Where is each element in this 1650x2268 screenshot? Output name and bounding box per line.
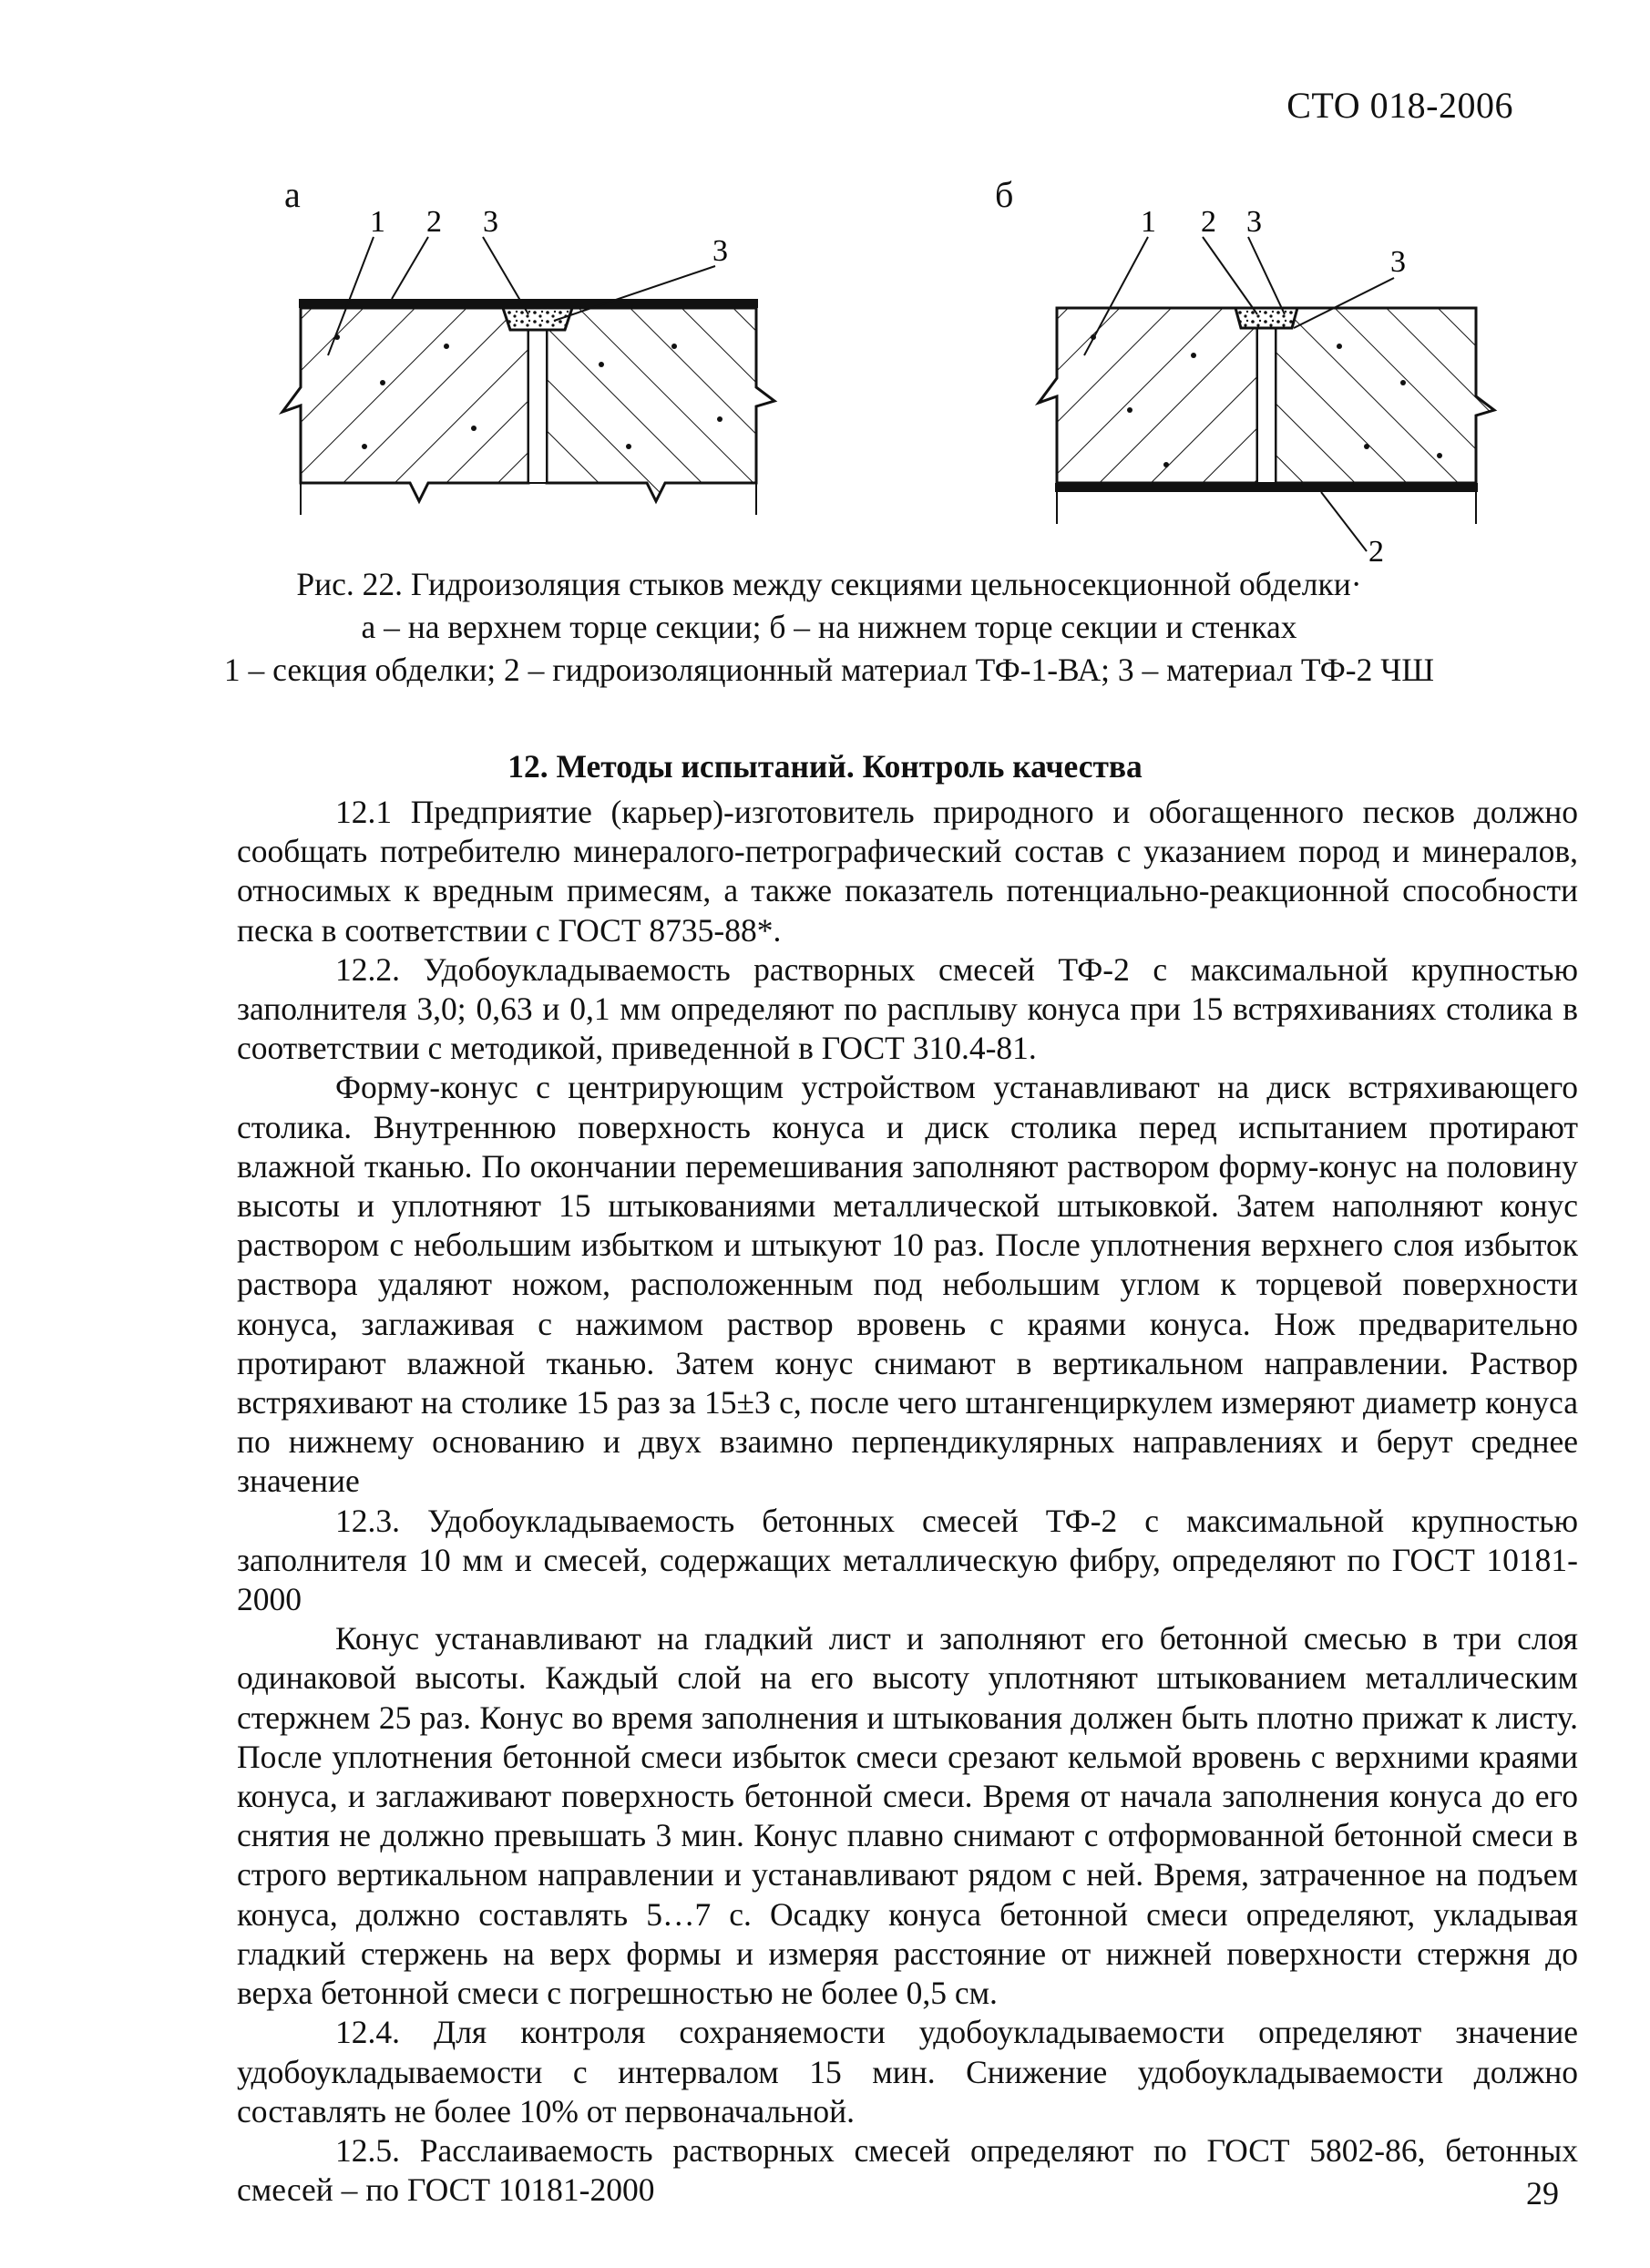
paragraph-12-4: 12.4. Для контроля сохраняемости удобоукладываемости определяют значение удобоукладываемости с интервалом 15 мин. Снижение удобоукладываемости должно составлять не более 10% от первоначальной. — [237, 2014, 1578, 2129]
callout-3: 3 — [1246, 205, 1262, 239]
lining-section-right — [547, 308, 774, 501]
figure-label-a: а — [284, 174, 301, 215]
lining-section-right — [1276, 308, 1494, 483]
callout-2b: 2 — [1368, 535, 1384, 565]
joint-filler — [1235, 308, 1297, 328]
waterproofing-layer — [299, 299, 758, 308]
caption-line-2: а – на верхнем торце секции; б – на нижнем торце секции и стенках — [361, 609, 1297, 645]
paragraph-12-1: 12.1 Предприятие (карьер)-изготовитель природного и обогащенного песков должно сообщать потребителю минералого-петрографический состав с указанием пород и минералов, относимых к вредным примесям, а также показатель потенциально-реакционной способности песка в соответствии с ГОСТ 8735-88*. — [237, 794, 1578, 949]
lining-section-left — [282, 308, 528, 501]
paragraph-cone-procedure: Форму-конус с центрирующим устройством устанавливают на диск встряхивающего столика. Внутреннюю поверхность конуса и диск столика перед испытанием протирают влажной тканью. По окончании перемешивания заполняют раствором форму-конус на половину высоты и уплотняют 15 штыкованиями металлической штыковкой. Затем наполняют конус раствором с небольшим избытком и штыкуют 10 раз. После уплотнения верхнего слоя избыток раствора удаляют ножом, расположенным под небольшим углом к торцевой поверхности конуса, заглаживая с нажимом раствор вровень с краями конуса. Нож предварительно протирают влажной тканью. Затем конус снимают в вертикальном направлении. Раствор встряхивают на столике 15 раз за 15±3 с, после чего штангенциркулем измеряют диаметр конуса по нижнему основанию и двух взаимно перпендикулярных направлениях и берут среднее значение — [237, 1069, 1578, 1500]
figure-caption — [146, 563, 1512, 692]
page-number: 29 — [1526, 2175, 1559, 2212]
callout-1: 1 — [1141, 205, 1156, 239]
waterproofing-layer — [1055, 483, 1478, 492]
callout-2: 2 — [426, 205, 442, 239]
callout-3: 3 — [483, 205, 498, 239]
paragraph-12-2: 12.2. Удобоукладываемость растворных смесей ТФ-2 с максимальной крупностью заполнителя 3,0; 0,63 и 0,1 мм определяют по расплыву конуса при 15 встряхиваниях столика в соответствии с методикой, приведенной в ГОСТ 310.4-81. — [237, 950, 1578, 1067]
caption-line-1: Рис. 22. Гидроизоляция стыков между секциями цельносекционной обделки· — [296, 566, 1362, 602]
callout-3b: 3 — [1390, 245, 1406, 279]
callout-2: 2 — [1201, 205, 1216, 239]
section-body — [237, 793, 1578, 2210]
paragraph-12-3: 12.3. Удобоукладываемость бетонных смесей ТФ-2 с максимальной крупностью заполнителя 10 мм и смесей, содержащих металлическую фибру, определяют по ГОСТ 10181-2000 — [237, 1502, 1578, 1618]
paragraph-concrete-cone: Конус устанавливают на гладкий лист и заполняют его бетонной смесью в три слоя одинаковой высоты. Каждый слой на его высоту уплотняют штыкованием металлическим стержнем 25 раз. Конус во время заполнения и штыкования должен быть плотно прижат к листу. После уплотнения бетонной смеси избыток смеси срезают кельмой вровень с верхними краями конуса, и заглаживают поверхность бетонной смеси. Время от начала заполнения конуса до его снятия не должно превышать 3 мин. Конус плавно снимают с отформованной бетонной смеси в строго вертикальном направлении и устанавливают рядом с ней. Время, затраченное на подъем конуса, должно составлять 5…7 с. Осадку конуса бетонной смеси определяют, укладывая гладкий стержень на верх формы и измеряя расстояние от нижней поверхности стержня до верха бетонной смеси с погрешностью не более 0,5 см. — [237, 1620, 1578, 2012]
section-title: 12. Методы испытаний. Контроль качества — [507, 748, 1143, 785]
callout-1: 1 — [370, 205, 385, 239]
paragraph-12-5: 12.5. Расслаиваемость растворных смесей определяют по ГОСТ 5802-86, бетонных смесей – по ГОСТ 10181-2000 — [237, 2131, 1578, 2209]
callout-3b: 3 — [712, 234, 728, 268]
figure-b-diagram — [1020, 200, 1531, 565]
lining-section-left — [1039, 308, 1257, 483]
figure-a-diagram — [264, 200, 811, 529]
document-code: СТО 018-2006 — [1286, 85, 1513, 126]
figure-label-b: б — [995, 174, 1014, 215]
caption-line-3: 1 – секция обделки; 2 – гидроизоляционный материал ТФ-1-ВА; 3 – материал ТФ-2 ЧШ — [223, 652, 1435, 688]
